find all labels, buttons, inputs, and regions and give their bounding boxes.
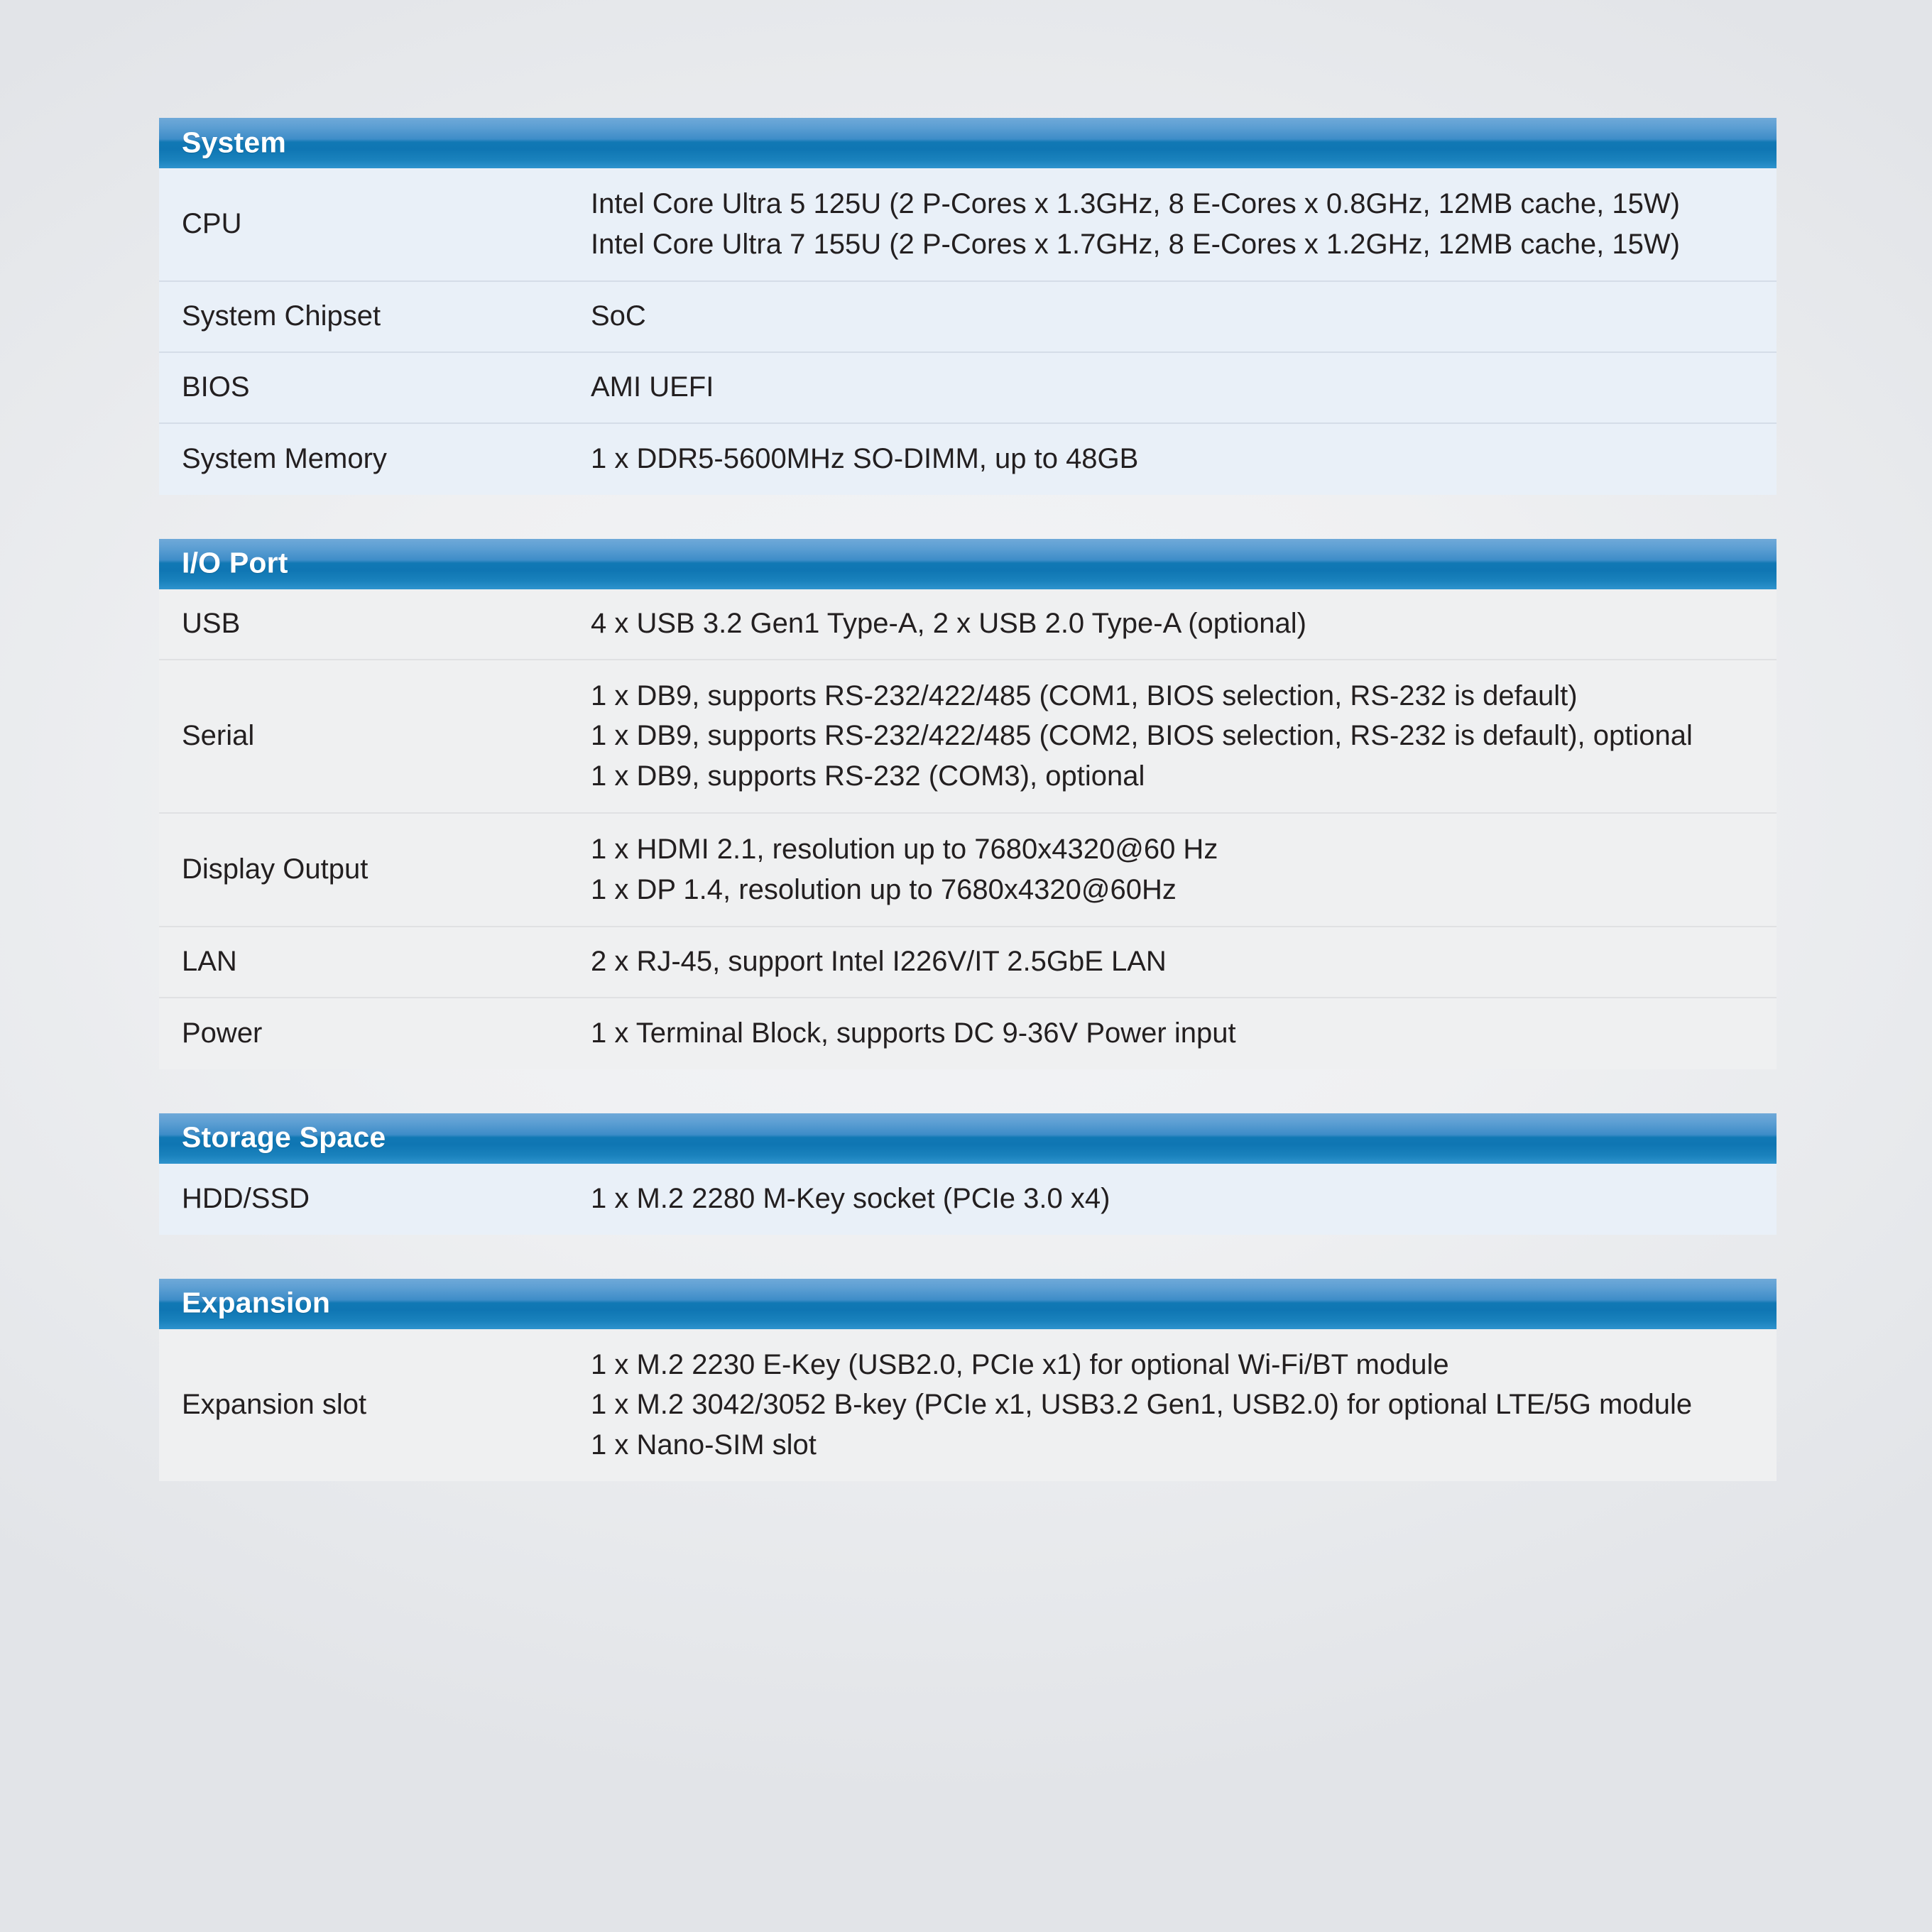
spec-section-storage-space — [159, 1113, 1777, 1235]
spec-value-display-output — [591, 829, 1777, 910]
spec-label-serial: Serial — [182, 720, 255, 752]
spec-value-line: 1 x Nano-SIM slot — [591, 1429, 817, 1461]
spec-value-serial — [591, 676, 1777, 797]
spec-row — [159, 927, 1777, 998]
spec-label-lan: LAN — [182, 945, 237, 977]
section-body — [159, 589, 1777, 1069]
spec-label-hdd-ssd: HDD/SSD — [182, 1182, 310, 1214]
spec-row — [159, 1329, 1777, 1481]
spec-value-line: 1 x DB9, supports RS-232 (COM3), optional — [591, 760, 1145, 792]
spec-value-line: 1 x M.2 2280 M-Key socket (PCIe 3.0 x4) — [591, 1183, 1110, 1215]
spec-label-display-output: Display Output — [182, 853, 369, 885]
spec-label-bios: BIOS — [182, 371, 250, 403]
spec-row — [159, 998, 1777, 1069]
spec-row — [159, 589, 1777, 660]
section-header-system — [159, 118, 1777, 168]
spec-value-cpu — [591, 184, 1777, 265]
spec-value-line: SoC — [591, 300, 646, 332]
spec-row — [159, 353, 1777, 424]
spec-value-line: 1 x DP 1.4, resolution up to 7680x4320@60Hz — [591, 873, 1177, 905]
spec-row — [159, 814, 1777, 927]
spec-value-line: 1 x DB9, supports RS-232/422/485 (COM1, BIOS selection, RS-232 is default) — [591, 680, 1578, 711]
spec-value-bios — [591, 367, 1777, 408]
spec-value-system-chipset — [591, 296, 1777, 337]
section-header-i-o-port — [159, 539, 1777, 589]
spec-value-line: 1 x DB9, supports RS-232/422/485 (COM2, BIOS selection, RS-232 is default), optional — [591, 720, 1693, 752]
spec-value-line: 1 x M.2 3042/3052 B-key (PCIe x1, USB3.2 Gen1, USB2.0) for optional LTE/5G module — [591, 1389, 1693, 1421]
spec-section-expansion — [159, 1279, 1777, 1481]
section-body — [159, 1164, 1777, 1235]
section-title: Expansion — [182, 1286, 331, 1319]
section-body — [159, 1329, 1777, 1481]
spec-row — [159, 282, 1777, 353]
spec-section-system — [159, 118, 1777, 495]
spec-label-power: Power — [182, 1017, 263, 1049]
spec-row — [159, 424, 1777, 495]
spec-value-system-memory — [591, 439, 1777, 479]
section-header-storage-space — [159, 1113, 1777, 1164]
spec-value-line: 4 x USB 3.2 Gen1 Type-A, 2 x USB 2.0 Type-A (optional) — [591, 608, 1306, 640]
spec-value-line: Intel Core Ultra 7 155U (2 P-Cores x 1.7GHz, 8 E-Cores x 1.2GHz, 12MB cache, 15W) — [591, 228, 1680, 260]
spec-label-expansion-slot: Expansion slot — [182, 1389, 367, 1421]
spec-label-system-chipset: System Chipset — [182, 300, 381, 332]
section-body — [159, 168, 1777, 495]
spec-row — [159, 1164, 1777, 1235]
spec-value-expansion-slot — [591, 1345, 1777, 1466]
spec-value-power — [591, 1013, 1777, 1054]
spec-label-cpu: CPU — [182, 208, 242, 240]
spec-value-line: AMI UEFI — [591, 371, 714, 403]
spec-value-line: 1 x Terminal Block, supports DC 9-36V Power input — [591, 1017, 1236, 1049]
section-header-expansion — [159, 1279, 1777, 1329]
spec-value-usb — [591, 604, 1777, 644]
spec-section-i-o-port — [159, 539, 1777, 1069]
spec-row — [159, 660, 1777, 814]
specification-table — [159, 118, 1777, 1481]
spec-value-line: 1 x M.2 2230 E-Key (USB2.0, PCIe x1) for optional Wi-Fi/BT module — [591, 1348, 1449, 1380]
section-title: System — [182, 126, 287, 159]
spec-value-line: 1 x DDR5-5600MHz SO-DIMM, up to 48GB — [591, 443, 1139, 475]
spec-label-system-memory: System Memory — [182, 443, 387, 474]
section-title: Storage Space — [182, 1120, 386, 1154]
spec-value-hdd-ssd — [591, 1179, 1777, 1219]
spec-label-usb: USB — [182, 608, 241, 639]
spec-value-line: 1 x HDMI 2.1, resolution up to 7680x4320@60 Hz — [591, 833, 1218, 865]
spec-value-lan — [591, 942, 1777, 982]
section-title: I/O Port — [182, 546, 288, 579]
spec-value-line: 2 x RJ-45, support Intel I226V/IT 2.5GbE LAN — [591, 946, 1167, 978]
spec-row — [159, 168, 1777, 282]
spec-value-line: Intel Core Ultra 5 125U (2 P-Cores x 1.3GHz, 8 E-Cores x 0.8GHz, 12MB cache, 15W) — [591, 188, 1680, 219]
